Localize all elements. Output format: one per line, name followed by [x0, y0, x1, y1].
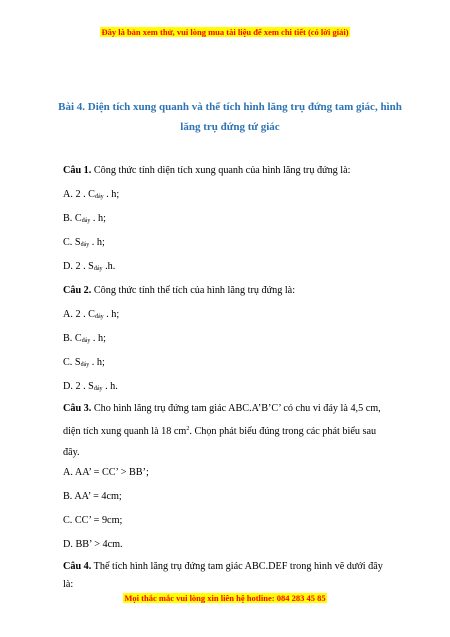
question-text-line2: là:: [63, 579, 74, 590]
question-text-line1: Cho hình lăng trụ đứng tam giác ABC.A’B’C’ có chu vi đáy là 4,5 cm,: [91, 403, 381, 414]
question-text: Công thức tính diện tích xung quanh của hình lăng trụ đứng là:: [91, 165, 351, 176]
preview-notice: [0, 27, 450, 37]
question-label: Câu 4.: [63, 561, 92, 572]
contact-notice: [0, 593, 450, 603]
answer-option-3c: C. CC’ = 9cm;: [63, 515, 123, 526]
lesson-title: [50, 97, 410, 137]
answer-option-1a: A. 2 . Cđáy . h;: [63, 189, 120, 200]
lesson-title-line1: Bài 4. Diện tích xung quanh và thể tích hình lăng trụ đứng tam giác, hình: [58, 101, 402, 113]
question-2: [63, 284, 408, 298]
question-label: Câu 3.: [63, 403, 92, 414]
question-text-line1: Thể tích hình lăng trụ đứng tam giác ABC.DEF trong hình vẽ dưới đây: [91, 561, 383, 572]
answer-option-1d: D. 2 . Sđáy .h.: [63, 261, 116, 272]
question-label: Câu 2.: [63, 285, 92, 296]
question-1: [63, 164, 408, 178]
answer-option-3b: B. AA’ = 4cm;: [63, 491, 122, 502]
answer-option-1b: B. Cđáy . h;: [63, 213, 106, 224]
preview-notice-text: Đây là bản xem thử, vui lòng mua tài liệu để xem chi tiết (có lời giải): [101, 27, 349, 37]
answer-option-2d: D. 2 . Sđáy . h.: [63, 381, 118, 392]
answer-option-2b: B. Cđáy . h;: [63, 333, 106, 344]
question-3: Câu 3. Cho hình lăng trụ đứng tam giác ABC.A’B’C’ có chu vi đáy là 4,5 cm, diện tích xung quanh là 18 $cm^2$. Chọn phát biểu đúng trong các phát biểu sau đây.: [63, 398, 408, 463]
answer-option-3d: D. BB’ > 4cm.: [63, 539, 123, 550]
lesson-title-line2: lăng trụ đứng tứ giác: [180, 121, 280, 133]
answer-option-1c: C. Sđáy . h;: [63, 237, 105, 248]
answer-option-3a: A. AA’ = CC’ > BB’;: [63, 467, 149, 478]
answer-option-2a: A. 2 . Cđáy . h;: [63, 309, 120, 320]
contact-notice-text: Mọi thắc mắc vui lòng xin liên hệ hotline: 084 283 45 85: [124, 593, 326, 603]
question-text: Công thức tính thể tích của hình lăng trụ đứng là:: [91, 285, 296, 296]
question-text-line3: đây.: [63, 447, 80, 458]
question-label: Câu 1.: [63, 165, 92, 176]
answer-option-2c: C. Sđáy . h;: [63, 357, 105, 368]
question-4: [63, 558, 408, 594]
